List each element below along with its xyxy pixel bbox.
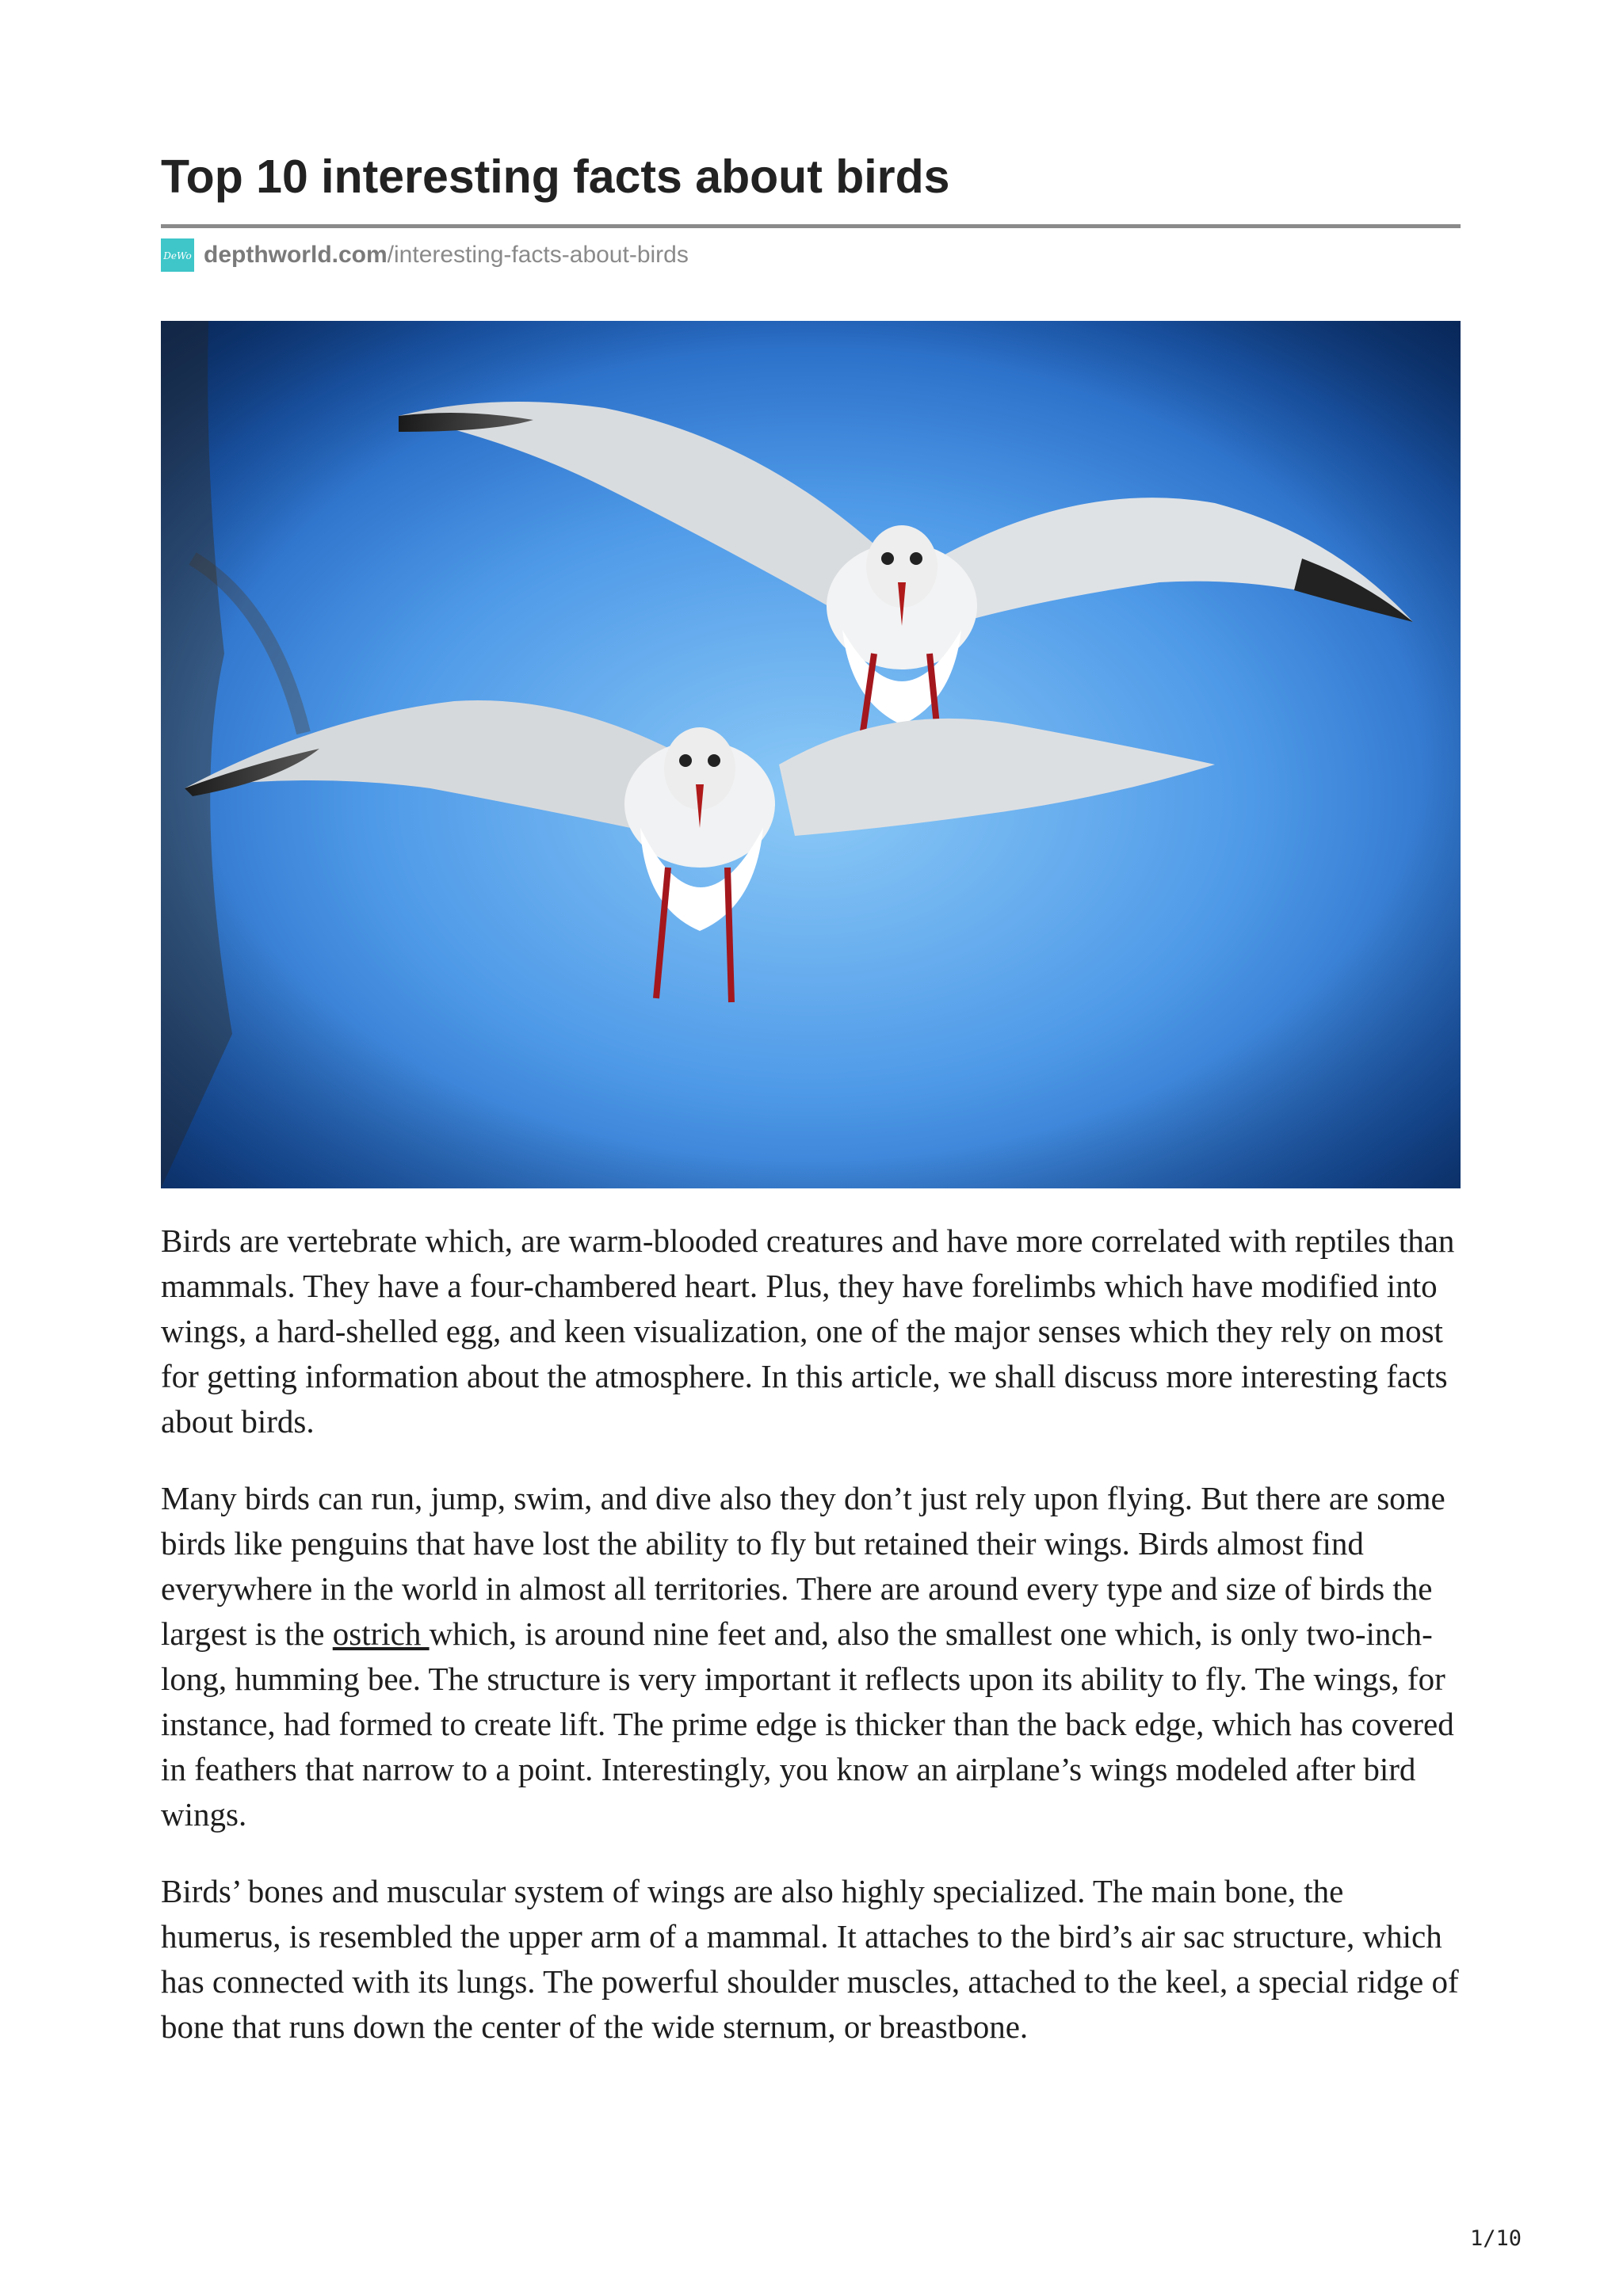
favicon-text: DeWo	[163, 250, 192, 261]
paragraph-3: Birds’ bones and muscular system of wings are also highly specialized. The main bone, the humerus, is resembled the upper arm of a mammal. It attaches to the bird’s air sac structure, which has connected with its lungs. The powerful shoulder muscles, attached to the keel, a special ridge of bone that runs down the center of the wide sternum, or breastbone.	[161, 1873, 1459, 2045]
source-domain: depthworld.com	[204, 242, 388, 268]
source-url[interactable]	[161, 238, 689, 273]
source-path: /interesting-facts-about-birds	[387, 242, 689, 268]
paragraph-1: Birds are vertebrate which, are warm-blooded creatures and have more correlated with reptiles than mammals. They have a four-chambered heart. Plus, they have forelimbs which have modified into wings, a hard-shelled egg, and keen visualization, one of the major senses which they rely on most for getting information about the atmosphere. In this article, we shall discuss more interesting facts about birds.	[161, 1222, 1455, 1440]
hero-image	[161, 321, 1461, 1188]
article-body	[161, 1219, 1461, 2081]
paragraph-2	[161, 1476, 1461, 1837]
page-number: 1/10	[1469, 2226, 1522, 2251]
paragraph-2-before-link: Many birds can run, jump, swim, and dive also they don’t just rely upon flying. But there are some birds like penguins that have lost the ability to fly but retained their wings. Birds almost find everywhere in the world in almost all territories. There are around every type and size of birds the largest is the	[161, 1480, 1445, 1652]
paragraph-2-after-link: which, is around nine feet and, also the smallest one which, is only two-inch-long, humming bee. The structure is very important it reflects upon its ability to fly. The wings, for instance, had formed to create lift. The prime edge is thicker than the back edge, which has covered in feathers that narrow to a point. Interestingly, you know an airplane’s wings modeled after bird wings.	[161, 1615, 1454, 1833]
seagulls-photo-icon	[161, 321, 1461, 1188]
site-favicon-icon	[161, 238, 194, 272]
title-divider	[161, 224, 1461, 228]
ostrich-link[interactable]: ostrich	[332, 1615, 430, 1652]
article-title: Top 10 interesting facts about birds	[161, 151, 950, 203]
